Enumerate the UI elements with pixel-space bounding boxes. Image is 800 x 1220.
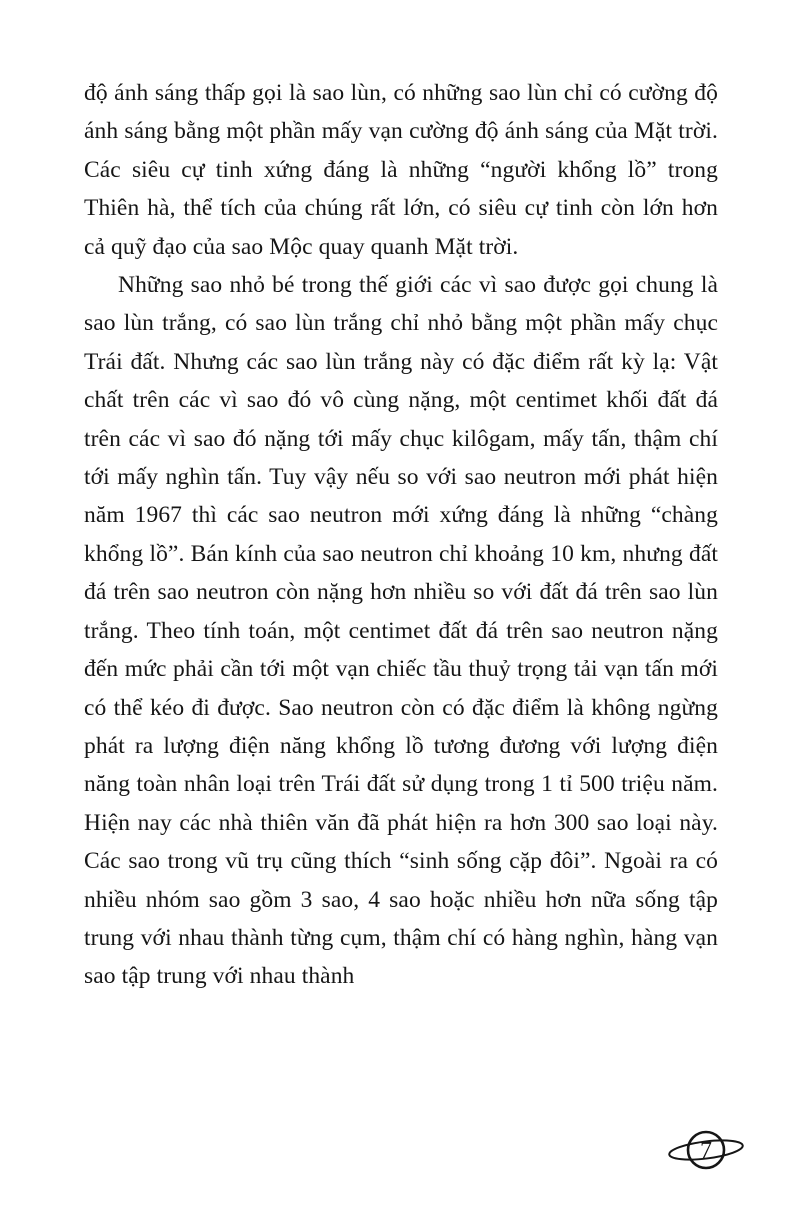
saturn-icon [666,1122,746,1178]
page-number: 7 [700,1138,712,1164]
paragraph: độ ánh sáng thấp gọi là sao lùn, có những sao lùn chỉ có cường độ ánh sáng bằng một phần mấy vạn cường độ ánh sáng của Mặt trời. Các siêu cự tinh xứng đáng là những “người khổng lồ” trong Thiên hà, thể tích của chúng rất lớn, có siêu cự tinh còn lớn hơn cả quỹ đạo của sao Mộc quay quanh Mặt trời. [84,80,718,260]
body-text [84,74,718,996]
paragraph: Những sao nhỏ bé trong thế giới các vì sao được gọi chung là sao lùn trắng, có sao lùn trắng chỉ nhỏ bằng một phần mấy chục Trái đất. Nhưng các sao lùn trắng này có đặc điểm rất kỳ lạ: Vật chất trên các vì sao đó vô cùng nặng, một centimet khối đất đá trên các vì sao đó nặng tới mấy chục kilôgam, mấy tấn, thậm chí tới mấy nghìn tấn. Tuy vậy nếu so với sao neutron mới phát hiện năm 1967 thì các sao neutron mới xứng đáng là những “chàng khổng lồ”. Bán kính của sao neutron chỉ khoảng 10 km, nhưng đất đá trên sao neutron còn nặng hơn nhiều so với đất đá trên sao lùn trắng. Theo tính toán, một centimet đất đá trên sao neutron nặng đến mức phải cần tới một vạn chiếc tầu thuỷ trọng tải vạn tấn mới có thể kéo đi được. Sao neutron còn có đặc điểm là không ngừng phát ra lượng điện năng khổng lồ tương đương với lượng điện năng toàn nhân loại trên Trái đất sử dụng trong 1 tỉ 500 triệu năm. Hiện nay các nhà thiên văn đã phát hiện ra hơn 300 sao loại này. Các sao trong vũ trụ cũng thích “sinh sống cặp đôi”. Ngoài ra có nhiều nhóm sao gồm 3 sao, 4 sao hoặc nhiều hơn nữa sống tập trung với nhau thành từng cụm, thậm chí có hàng nghìn, hàng vạn sao tập trung với nhau thành [84,272,718,990]
page-number-badge [666,1122,746,1178]
